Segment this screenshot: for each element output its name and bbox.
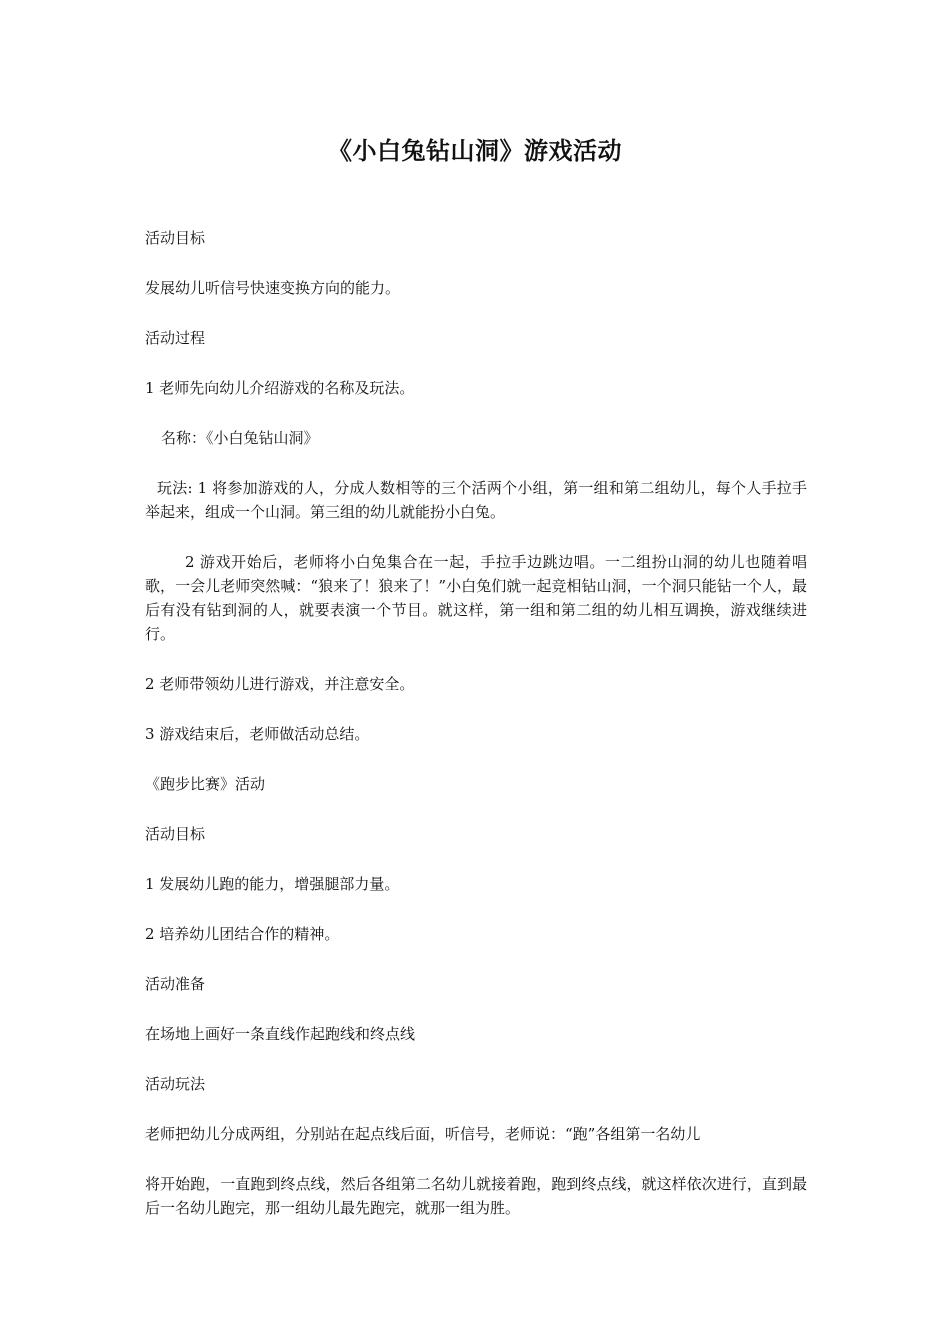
paragraph-goal-1: 1 发展幼儿跑的能力，增强腿部力量。 bbox=[145, 875, 400, 893]
paragraph-game-play: 2 游戏开始后，老师将小白兔集合在一起，手拉手边跳边唱。一二组扮山洞的幼儿也随着唱歌，一会儿老师突然喊：“狼来了！狼来了！”小白兔们就一起竞相钻山洞，一个洞只能钻一个人，最后有没有钻到洞的人，就要表演一个节目。就这样，第一组和第二组的幼儿相互调换，游戏继续进行。 bbox=[145, 553, 807, 643]
paragraph-goal-2: 2 培养幼儿团结合作的精神。 bbox=[145, 925, 340, 943]
heading-activity-process: 活动过程 bbox=[145, 329, 206, 347]
document-title: 《小白兔钻山洞》游戏活动 bbox=[328, 136, 622, 165]
paragraph-game-rules: 玩法: 1 将参加游戏的人，分成人数相等的三个活两个小组，第一组和第二组幼儿，每个人手拉手举起来，组成一个山洞。第三组的幼儿就能扮小白兔。 bbox=[145, 479, 807, 521]
paragraph-method-2: 将开始跑，一直跑到终点线，然后各组第二名幼儿就接着跑，跑到终点线，就这样依次进行，直到最后一名幼儿跑完，那一组幼儿最先跑完，就那一组为胜。 bbox=[145, 1175, 807, 1217]
heading-activity-goal: 活动目标 bbox=[145, 229, 206, 247]
heading-activity-goal-2: 活动目标 bbox=[145, 825, 206, 843]
heading-activity-method: 活动玩法 bbox=[145, 1075, 206, 1093]
paragraph-goal-text: 发展幼儿听信号快速变换方向的能力。 bbox=[145, 279, 401, 297]
paragraph-step-2: 2 老师带领幼儿进行游戏，并注意安全。 bbox=[145, 675, 415, 693]
heading-activity-preparation: 活动准备 bbox=[145, 975, 206, 993]
paragraph-step-1: 1 老师先向幼儿介绍游戏的名称及玩法。 bbox=[145, 379, 415, 397]
paragraph-method-1: 老师把幼儿分成两组，分别站在起点线后面，听信号，老师说：“跑”各组第一名幼儿 bbox=[145, 1125, 701, 1143]
document-body bbox=[145, 226, 807, 1220]
paragraph-step-3: 3 游戏结束后，老师做活动总结。 bbox=[145, 725, 370, 743]
heading-running-race: 《跑步比赛》活动 bbox=[145, 775, 266, 793]
paragraph-game-name: 名称：《小白兔钻山洞》 bbox=[161, 429, 319, 447]
paragraph-preparation: 在场地上画好一条直线作起跑线和终点线 bbox=[145, 1025, 416, 1043]
